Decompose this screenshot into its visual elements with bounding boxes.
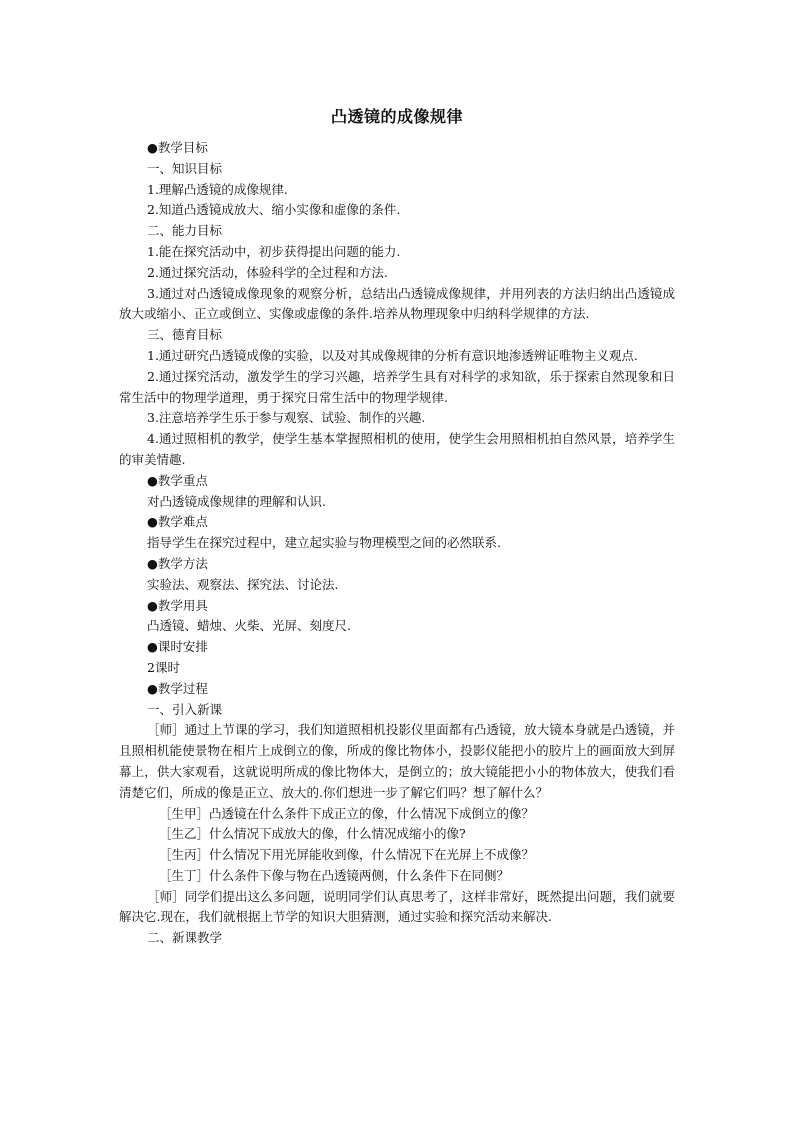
- paragraph-17: ●教学方法: [147, 555, 208, 571]
- paragraph-22: 2课时: [147, 659, 180, 675]
- paragraph-24: 一、引入新课: [147, 701, 223, 717]
- paragraph-9: 1.通过研究凸透镜成像的实验，以及对其成像规律的分析有意识地渗透辨证唯物主义观点.: [147, 347, 638, 363]
- paragraph-20: 凸透镜、蜡烛、火柴、光屏、刻度尺.: [147, 618, 351, 634]
- paragraph-18: 实验法、观察法、探究法、讨论法.: [147, 576, 339, 592]
- paragraph-26: ［生甲］凸透镜在什么条件下成正立的像，什么情况下成倒立的像？: [159, 805, 535, 821]
- paragraph-21: ●课时安排: [147, 639, 208, 655]
- paragraph-11: 3.注意培养学生乐于参与观察、试验、制作的兴趣.: [147, 410, 426, 426]
- document-title: 凸透镜的成像规律: [330, 107, 463, 126]
- paragraph-1: 一、知识目标: [147, 160, 223, 176]
- paragraph-14: 对凸透镜成像规律的理解和认识.: [147, 493, 326, 509]
- paragraph-19: ●教学用具: [147, 597, 208, 613]
- paragraph-12: 4.通过照相机的教学，使学生基本掌握照相机的使用，使学生会用照相机拍自然风景，培养学生的审美情趣.: [119, 431, 675, 467]
- paragraph-23: ●教学过程: [147, 680, 208, 696]
- paragraph-13: ●教学重点: [147, 472, 208, 488]
- paragraph-0: ●教学目标: [147, 140, 208, 155]
- paragraph-15: ●教学难点: [147, 514, 208, 530]
- paragraph-27: ［生乙］什么情况下成放大的像，什么情况成缩小的像?: [159, 826, 466, 842]
- paragraph-8: 三、德育目标: [147, 327, 223, 343]
- paragraph-16: 指导学生在探究过程中，建立起实验与物理模型之间的必然联系.: [147, 535, 501, 551]
- paragraph-5: 1.能在探究活动中，初步获得提出问题的能力.: [147, 243, 401, 259]
- paragraph-29: ［生丁］什么条件下像与物在凸透镜两侧，什么条件下在同侧？: [159, 867, 510, 883]
- paragraph-28: ［生丙］什么情况下用光屏能收到像，什么情况下在光屏上不成像？: [159, 847, 535, 863]
- paragraph-4: 二、能力目标: [147, 223, 223, 239]
- paragraph-30: ［师］同学们提出这么多问题，说明同学们认真思考了，这样非常好，既然提出问题，我们就要解决它.现在，我们就根据上节学的知识大胆猜测，通过实验和探究活动来解决.: [119, 888, 675, 925]
- paragraph-10: 2.通过探究活动，激发学生的学习兴趣，培养学生具有对科学的求知欲，乐于探索自然现象和日常生活中的物理学道理，勇于探究日常生活中的物理学规律.: [119, 368, 675, 405]
- document-body: [119, 138, 675, 949]
- paragraph-25: ［师］通过上节课的学习，我们知道照相机投影仪里面都有凸透镜，放大镜本身就是凸透镜，并且照相机能使景物在相片上成倒立的像，所成的像比物体小，投影仪能把小的胶片上的画面放大到屏幕上，供大家观看，这就说明所成的像比物体大，是倒立的；放大镜能把小小的物体放大，使我们看清楚它们，所成的像是正立、放大的.你们想进一步了解它们吗？想了解什么？: [119, 722, 675, 800]
- paragraph-2: 1.理解凸透镜的成像规律.: [147, 181, 288, 197]
- paragraph-7: 3.通过对凸透镜成像现象的观察分析，总结出凸透镜成像规律，并用列表的方法归纳出凸透镜成放大或缩小、正立或倒立、实像或虚像的条件.培养从物理现象中归纳科学规律的方法.: [119, 285, 675, 322]
- paragraph-31: 二、新课教学: [147, 930, 223, 946]
- paragraph-3: 2.知道凸透镜成放大、缩小实像和虚像的条件.: [147, 202, 401, 218]
- document-page: [119, 106, 675, 949]
- paragraph-6: 2.通过探究活动，体验科学的全过程和方法.: [147, 264, 388, 280]
